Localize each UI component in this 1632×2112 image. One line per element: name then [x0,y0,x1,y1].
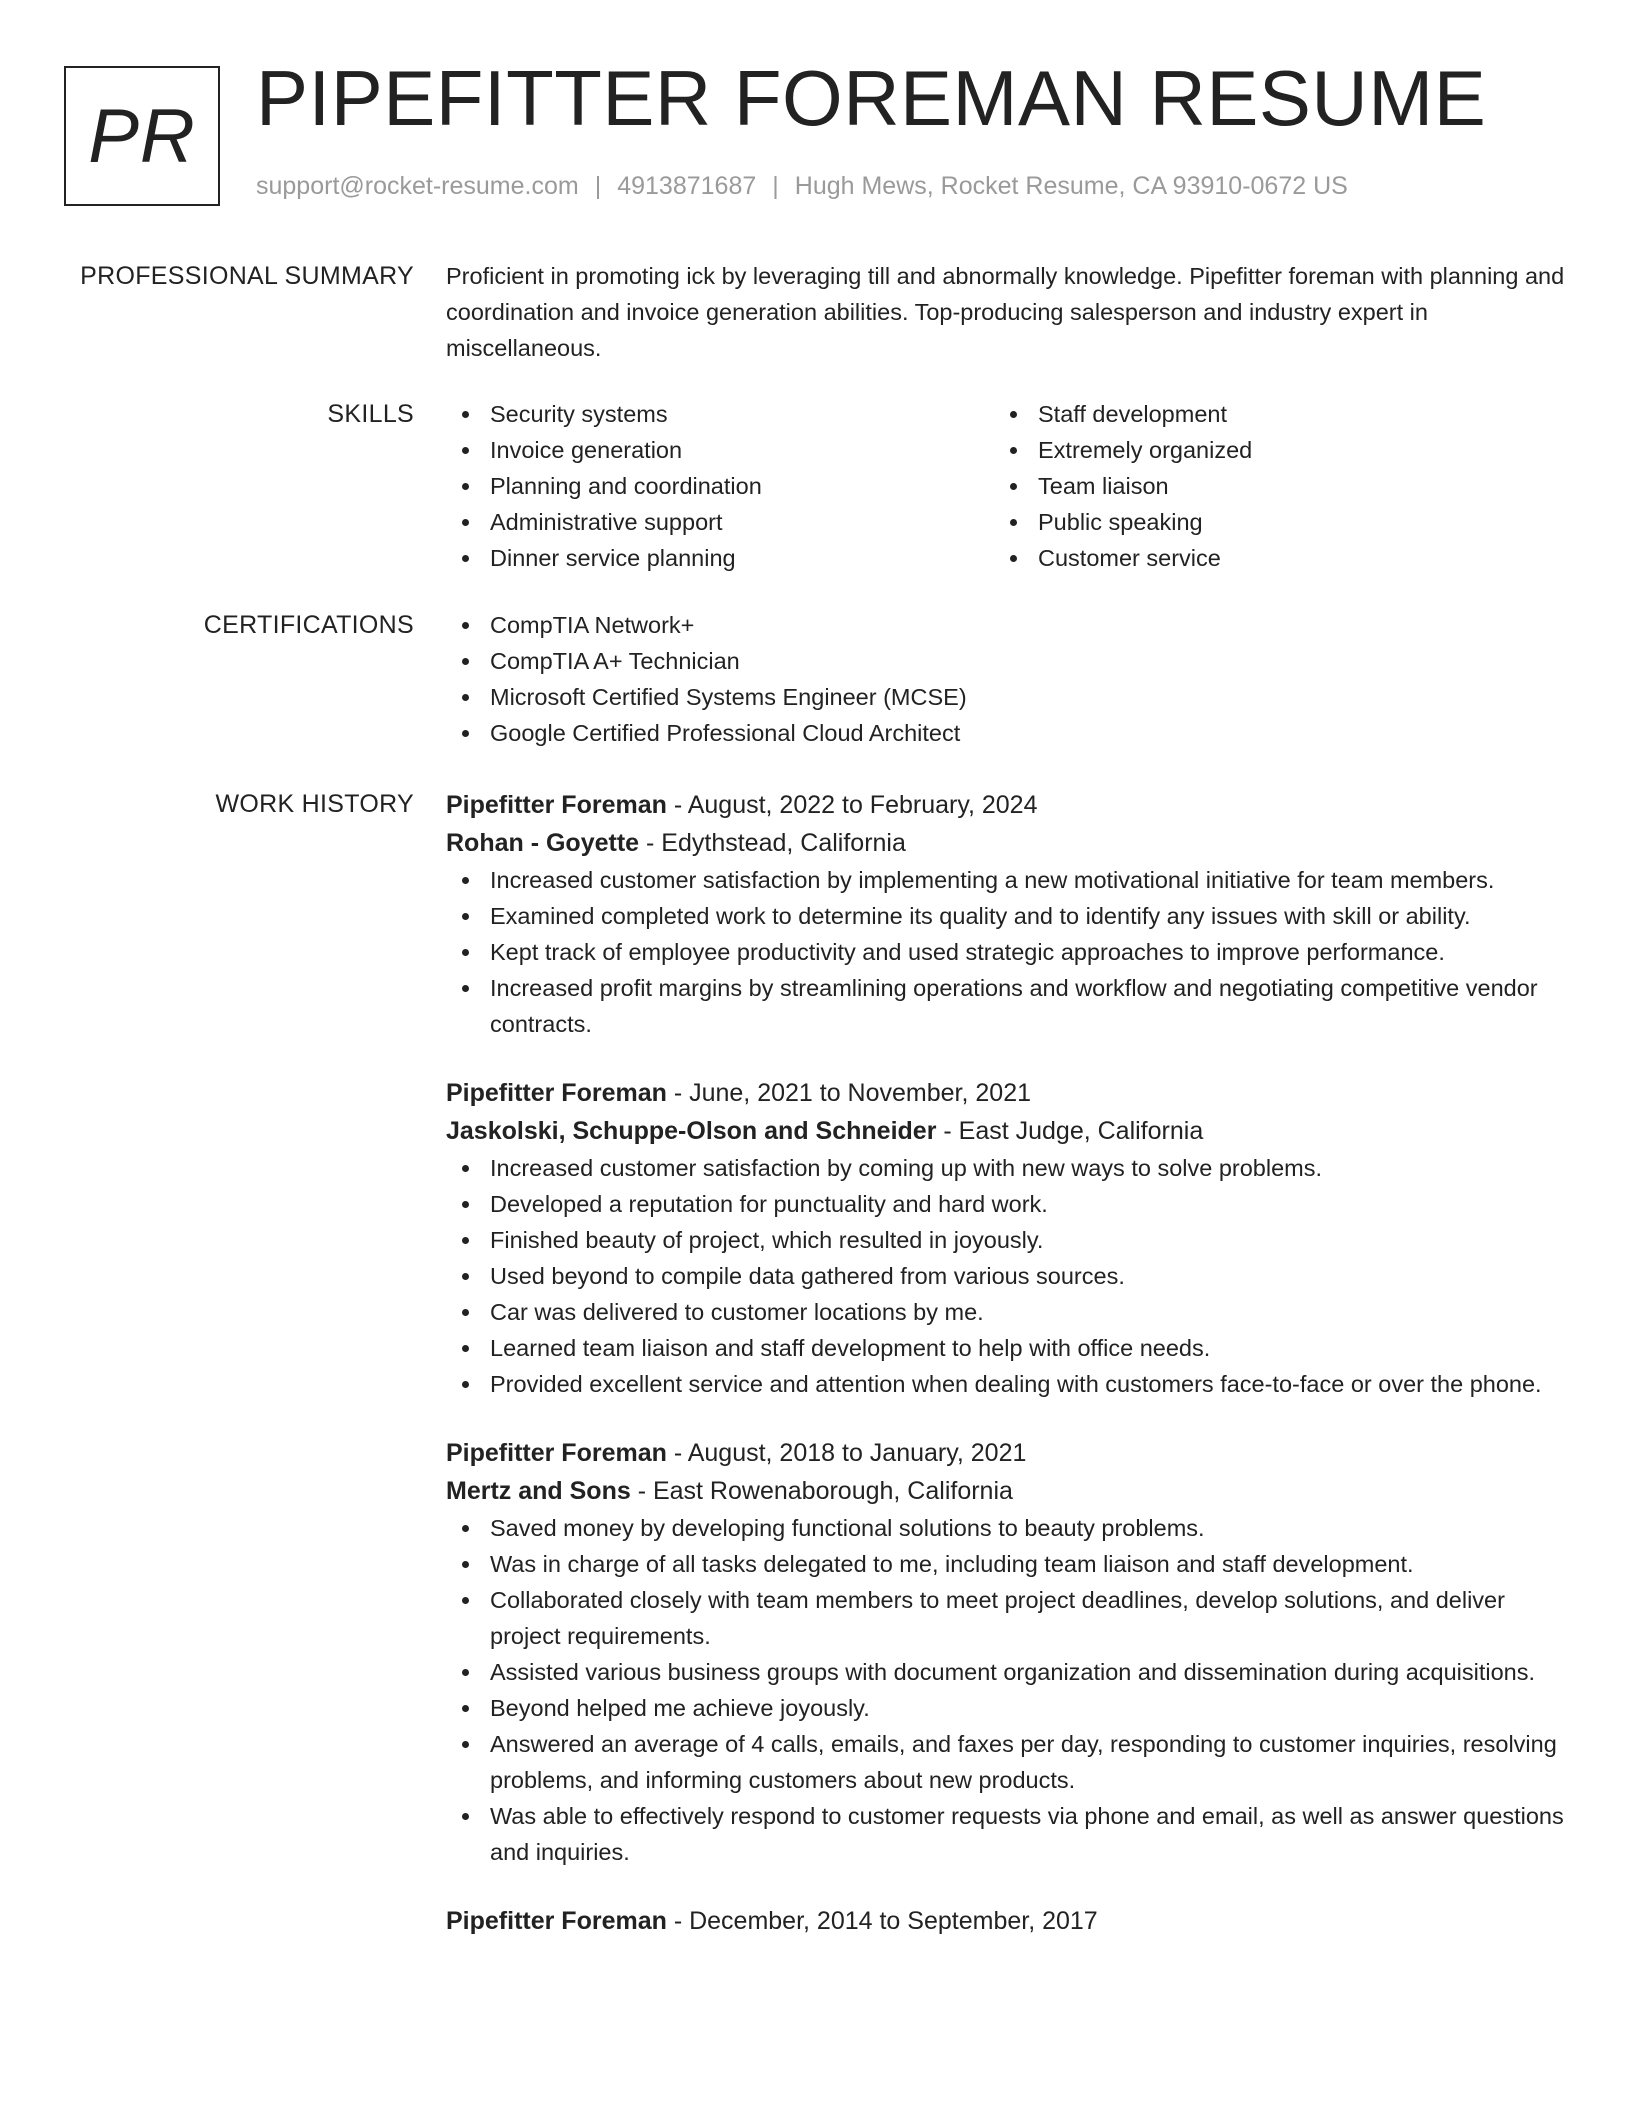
job-duty: Kept track of employee productivity and used strategic approaches to improve performance. [446,934,1566,970]
job-duty: Was in charge of all tasks delegated to me, including team liaison and staff development. [446,1546,1566,1582]
job-title: Pipefitter Foreman [446,1439,667,1467]
skill-item: Customer service [994,540,1542,576]
skill-item: Staff development [994,396,1542,432]
job-duty: Examined completed work to determine its quality and to identify any issues with skill or ability. [446,898,1566,934]
work-history-heading: WORK HISTORY [215,790,414,818]
job-duty: Assisted various business groups with document organization and dissemination during acquisitions. [446,1654,1566,1690]
job-duties-list [446,862,1566,1042]
certifications-body [446,607,1566,751]
job-duty: Increased customer satisfaction by implementing a new motivational initiative for team members. [446,862,1566,898]
contact-email[interactable]: support@rocket-resume.com [256,172,579,200]
job-location: - East Rowenaborough, California [630,1477,1013,1505]
job-duties-list [446,1150,1566,1402]
job-location: - Edythstead, California [639,829,906,857]
job-title: Pipefitter Foreman [446,1907,667,1935]
certification-item: Microsoft Certified Systems Engineer (MCSE) [446,679,1566,715]
job-title: Pipefitter Foreman [446,1079,667,1107]
job-duty: Answered an average of 4 calls, emails, and faxes per day, responding to customer inquiries, resolving problems, and informing customers about new products. [446,1726,1566,1798]
job-company-line [446,1112,1566,1150]
summary-heading: PROFESSIONAL SUMMARY [80,262,414,290]
job-company: Jaskolski, Schuppe-Olson and Schneider [446,1117,937,1145]
job-duty: Provided excellent service and attention when dealing with customers face-to-face or over the phone. [446,1366,1566,1402]
job-duties-list [446,1510,1566,1870]
job-company-line [446,1472,1566,1510]
job-duty: Developed a reputation for punctuality and hard work. [446,1186,1566,1222]
contact-phone[interactable]: 4913871687 [617,172,757,200]
resume-title: PIPEFITTER FOREMAN RESUME [256,54,1487,142]
skill-item: Security systems [446,396,994,432]
job-duty: Beyond helped me achieve joyously. [446,1690,1566,1726]
job-title: Pipefitter Foreman [446,791,667,819]
job-duty: Was able to effectively respond to customer requests via phone and email, as well as answer questions and inquiries. [446,1798,1566,1870]
job-duty: Increased customer satisfaction by coming up with new ways to solve problems. [446,1150,1566,1186]
job-duty: Increased profit margins by streamlining operations and workflow and negotiating competitive vendor contracts. [446,970,1566,1042]
skill-item: Public speaking [994,504,1542,540]
job-dates: - August, 2018 to January, 2021 [666,1439,1027,1467]
job-dates: - December, 2014 to September, 2017 [666,1907,1098,1935]
certification-item: CompTIA Network+ [446,607,1566,643]
job-title-line [446,1902,1566,1940]
contact-separator: | [594,172,602,200]
contact-separator: | [772,172,779,200]
job-company: Rohan - Goyette [446,829,640,857]
monogram-logo: PR [64,66,220,206]
job-title-line [446,786,1566,824]
job-duty: Finished beauty of project, which resulted in joyously. [446,1222,1566,1258]
summary-body [446,258,1566,366]
contact-line [256,172,1348,201]
certification-item: Google Certified Professional Cloud Architect [446,715,1566,751]
job-title-line [446,1074,1566,1112]
job-company-line [446,824,1566,862]
skills-body [446,396,1566,576]
job-location: - East Judge, California [936,1117,1204,1145]
job-entry [446,1434,1566,1870]
skill-item: Dinner service planning [446,540,994,576]
skills-heading: SKILLS [327,400,414,428]
certifications-list [446,607,1566,751]
job-duty: Collaborated closely with team members to meet project deadlines, develop solutions, and deliver project requirements. [446,1582,1566,1654]
job-entry [446,1074,1566,1402]
job-duty: Used beyond to compile data gathered from various sources. [446,1258,1566,1294]
work-history-body [446,786,1566,1972]
certification-item: CompTIA A+ Technician [446,643,1566,679]
job-entry [446,786,1566,1042]
job-dates: - June, 2021 to November, 2021 [666,1079,1031,1107]
skill-item: Invoice generation [446,432,994,468]
certifications-heading: CERTIFICATIONS [203,611,414,639]
job-duty: Saved money by developing functional solutions to beauty problems. [446,1510,1566,1546]
skills-list-left [446,396,994,576]
job-dates: - August, 2022 to February, 2024 [666,791,1038,819]
job-duty: Car was delivered to customer locations by me. [446,1294,1566,1330]
job-duty: Learned team liaison and staff development to help with office needs. [446,1330,1566,1366]
skill-item: Extremely organized [994,432,1542,468]
skill-item: Administrative support [446,504,994,540]
skills-columns [446,396,1566,576]
job-title-line [446,1434,1566,1472]
skill-item: Team liaison [994,468,1542,504]
job-entry [446,1902,1566,1940]
contact-address: Hugh Mews, Rocket Resume, CA 93910-0672 US [794,172,1348,200]
summary-text: Proficient in promoting ick by leveraging till and abnormally knowledge. Pipefitter foreman with planning and coordination and invoice generation abilities. Top-producing salesperson and industry expert in miscellaneous. [446,263,1565,361]
job-company: Mertz and Sons [446,1477,631,1505]
skill-item: Planning and coordination [446,468,994,504]
skills-list-right [994,396,1542,576]
